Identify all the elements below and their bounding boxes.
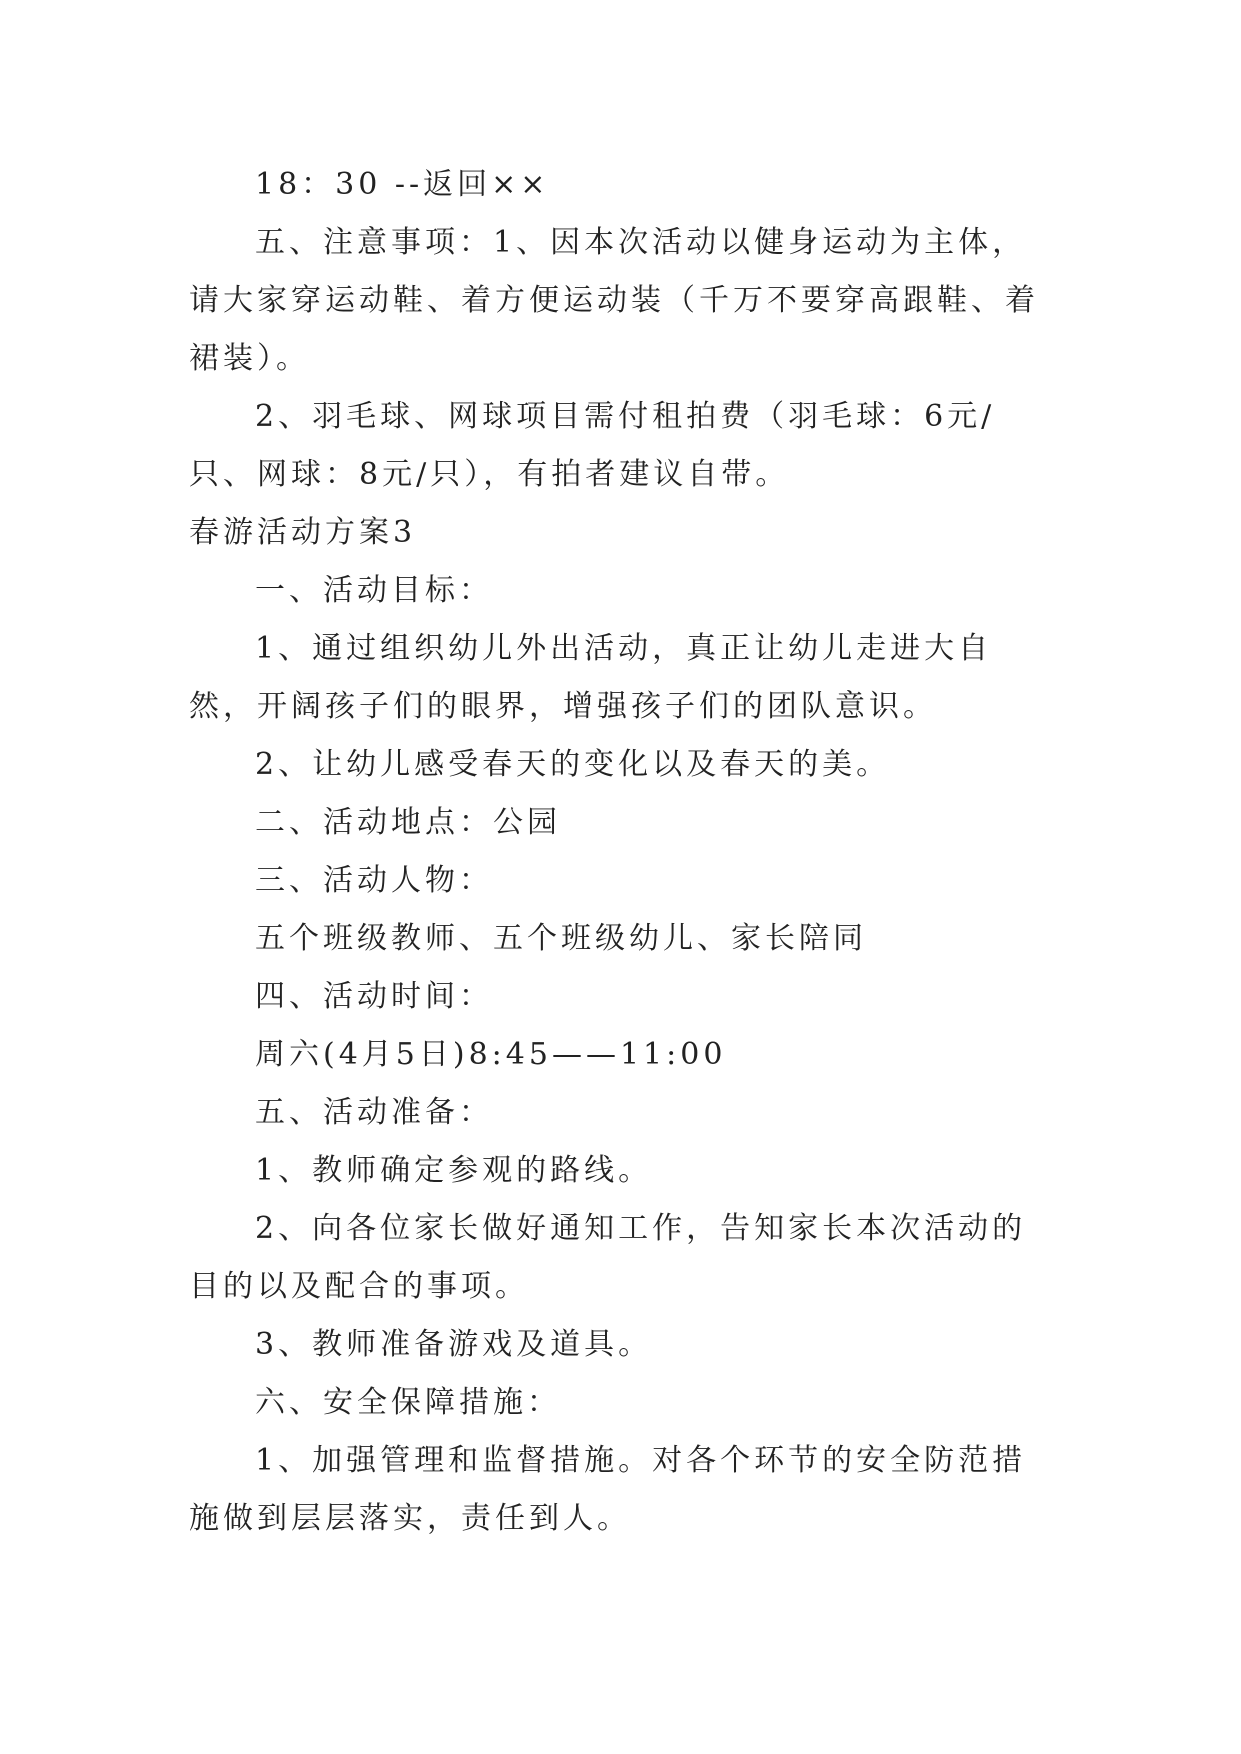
paragraph-return-time: 18：30 --返回×× [255, 167, 550, 202]
paragraph-prep-heading: 五、活动准备： [255, 1095, 493, 1130]
paragraph-time: 周六(4月5日)8:45——11:00 [255, 1037, 727, 1072]
paragraph-safety-heading: 六、安全保障措施： [255, 1385, 561, 1420]
paragraph-prep-2: 2、向各位家长做好通知工作，告知家长本次活动的目的以及配合的事项。 [189, 1211, 1027, 1304]
section-heading: 春游活动方案3 [189, 515, 417, 550]
paragraph-participants-heading: 三、活动人物： [255, 863, 493, 898]
paragraph-time-heading: 四、活动时间： [255, 979, 493, 1014]
paragraph-notes: 五、注意事项：1、因本次活动以健身运动为主体，请大家穿运动鞋、着方便运动装（千万不要穿高跟鞋、着裙装）。 [189, 225, 1039, 376]
paragraph-racket-fee: 2、羽毛球、网球项目需付租拍费（羽毛球：6元/只、网球：8元/只），有拍者建议自带。 [189, 399, 996, 492]
paragraph-location: 二、活动地点：公园 [255, 805, 561, 840]
paragraph-goal-heading: 一、活动目标： [255, 573, 493, 608]
paragraph-safety-1: 1、加强管理和监督措施。对各个环节的安全防范措施做到层层落实，责任到人。 [189, 1443, 1027, 1536]
paragraph-prep-3: 3、教师准备游戏及道具。 [255, 1327, 653, 1362]
paragraph-participants: 五个班级教师、五个班级幼儿、家长陪同 [255, 921, 867, 956]
paragraph-goal-2: 2、让幼儿感受春天的变化以及春天的美。 [255, 747, 891, 782]
document-body [189, 156, 1049, 1548]
paragraph-goal-1: 1、通过组织幼儿外出活动，真正让幼儿走进大自然，开阔孩子们的眼界，增强孩子们的团队意识。 [189, 631, 993, 724]
paragraph-prep-1: 1、教师确定参观的路线。 [255, 1153, 653, 1188]
